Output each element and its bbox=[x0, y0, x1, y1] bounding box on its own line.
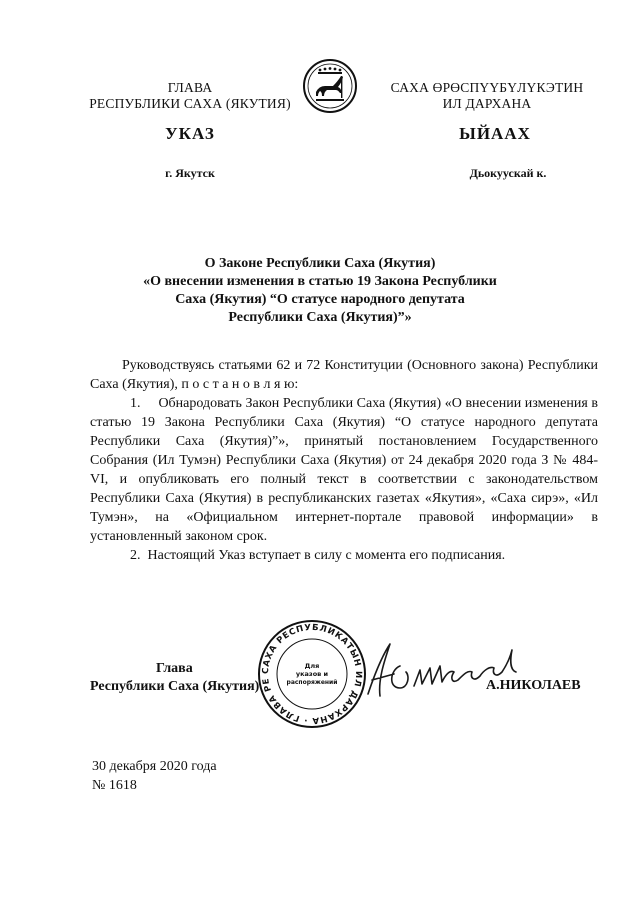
decree-title bbox=[90, 255, 550, 327]
decree-footer bbox=[92, 757, 312, 795]
issuer-left bbox=[60, 80, 320, 112]
intro-paragraph: Руководствуясь статьями 62 и 72 Конституции (Основного закона) Республики Саха (Якутия), п о с т а н о в л я ю: bbox=[90, 358, 598, 392]
city-right: Дьокуускай к. bbox=[469, 166, 547, 180]
issuer-right bbox=[362, 80, 612, 112]
item-2 bbox=[90, 546, 598, 565]
decree-number: № 1618 bbox=[92, 778, 137, 793]
title-line4: Республики Саха (Якутия)”» bbox=[228, 310, 412, 325]
item-1-number: 1. bbox=[130, 396, 141, 411]
seal-center-line3: распоряжений bbox=[286, 679, 338, 686]
coat-of-arms-icon bbox=[302, 58, 358, 114]
signatory-name: А.НИКОЛАЕВ bbox=[486, 678, 581, 693]
item-2-text: Настоящий Указ вступает в силу с момента его подписания. bbox=[147, 548, 506, 563]
decree-date: 30 декабря 2020 года bbox=[92, 759, 217, 774]
title-line3: Саха (Якутия) “О статусе народного депутата bbox=[175, 292, 465, 307]
city-left: г. Якутск bbox=[165, 166, 215, 180]
issuer-right-line2: ИЛ ДАРХАНА bbox=[442, 96, 532, 111]
issuer-right-line1: САХА ӨРӨСПҮҮБҮЛҮКЭТИН bbox=[390, 80, 584, 95]
item-2-number: 2. bbox=[130, 548, 141, 563]
role-line2: Республики Саха (Якутия) bbox=[90, 679, 260, 694]
decree-body bbox=[90, 356, 598, 565]
official-seal-icon bbox=[256, 618, 368, 730]
seal-center-line1: Для bbox=[304, 662, 320, 670]
handwritten-signature-icon bbox=[360, 636, 530, 706]
issuer-left-line1: ГЛАВА bbox=[167, 80, 213, 95]
doc-type-left: УКАЗ bbox=[165, 124, 215, 143]
item-1-text: Обнародовать Закон Республики Саха (Якутия) «О внесении изменения в статью 19 Закона Республики Саха (Якутия) “О статусе народного депутата Республики Саха (Якутия)”», принятый постановлением Государственного Собрания (Ил Тумэн) Республики Саха (Якутия) от 24 декабря 2020 года З № 484-VI, и опубликовать его полный текст в соответствии с законодательством Республики Саха (Якутия) в республиканских газетах «Якутия», «Саха сирэ», «Ил Тумэн», на «Официальном интернет-портале правовой информации» в установленный законом срок. bbox=[90, 396, 598, 544]
doc-type-right: ЫЙААХ bbox=[459, 124, 531, 143]
title-line2: «О внесении изменения в статью 19 Закона Республики bbox=[143, 274, 497, 289]
item-1 bbox=[90, 394, 598, 546]
role-line1: Глава bbox=[156, 661, 193, 676]
issuer-left-line2: РЕСПУБЛИКИ САХА (ЯКУТИЯ) bbox=[89, 96, 291, 111]
title-line1: О Законе Республики Саха (Якутия) bbox=[204, 256, 436, 271]
seal-ring-text: САХА РЕСПУБЛИКАТЫН ИЛ ДАРХАНА · ГЛАВА РЕ bbox=[260, 622, 364, 726]
seal-center-line2: указов и bbox=[295, 670, 329, 678]
